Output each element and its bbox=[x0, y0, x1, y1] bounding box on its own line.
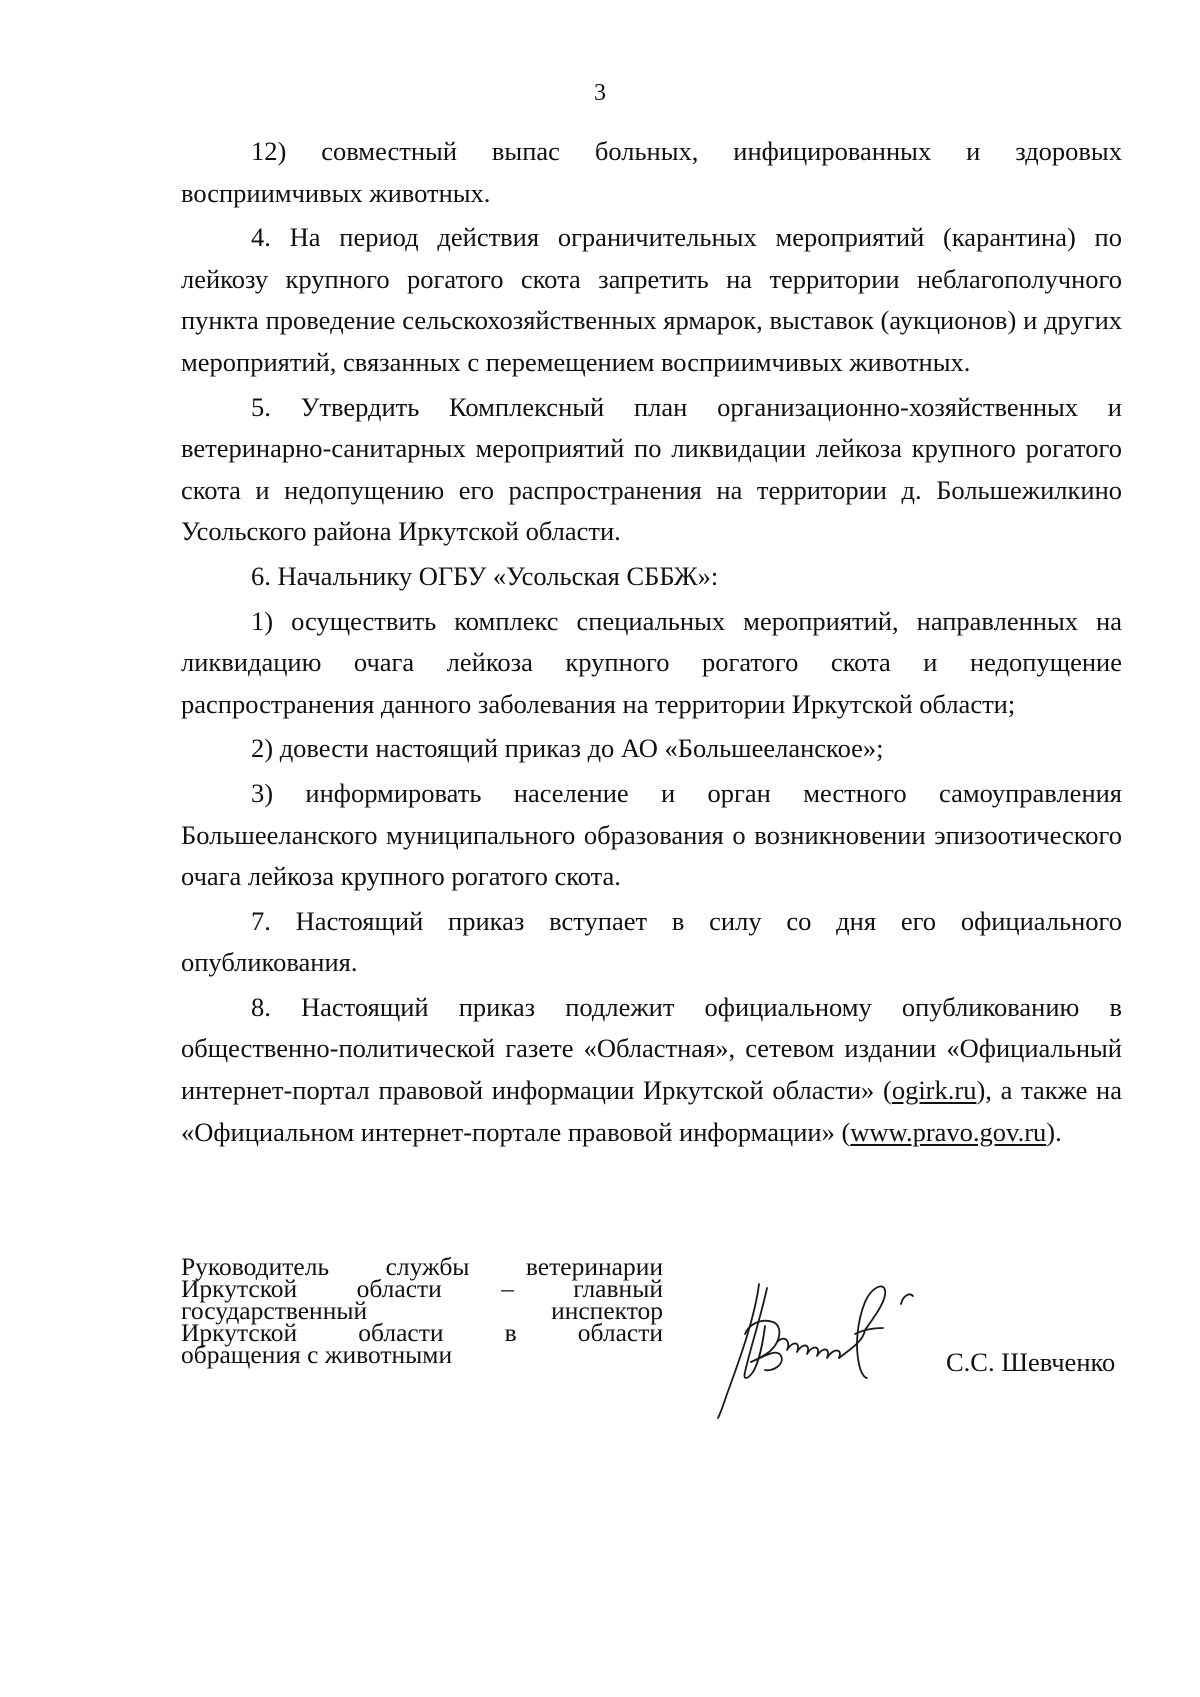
signer-position-word: ветеринарии bbox=[525, 1252, 663, 1281]
signer-position-word: области bbox=[358, 1318, 444, 1347]
pravo-gov-link[interactable]: www.pravo.gov.ru bbox=[850, 1116, 1047, 1147]
paragraph-12: 12) совместный выпас больных, инфицированных и здоровых восприимчивых животных. bbox=[181, 136, 1122, 208]
page-number: 3 bbox=[594, 80, 606, 106]
paragraph-5: 5. Утвердить Комплексный план организационно-хозяйственных и ветеринарно-санитарных мероприятий по ликвидации лейкоза крупного рогатого скота и недопущению его распространения на территории д. Большежилкино Усольского района Иркутской области. bbox=[181, 391, 1122, 547]
paragraph-4: 4. На период действия ограничительных мероприятий (карантина) по лейкозу крупного рогатого скота запретить на территории неблагополучного пункта проведение сельскохозяйственных ярмарок, выставок (аукционов) и других мероприятий, связанных с перемещением восприимчивых животных. bbox=[181, 222, 1122, 377]
signer-position-word: государственный bbox=[181, 1296, 368, 1325]
paragraph-8-text-1: 8. Настоящий приказ подлежит официальному опубликованию в общественно-политической газете «Областная», сетевом издании «Официальный интернет-портал правовой информации Иркутской области» ( bbox=[181, 991, 1122, 1106]
signer-name: С.С. Шевченко bbox=[946, 1347, 1116, 1377]
paragraph-8-text-2: ), а также на «Официальном интернет-портале правовой информации» ( bbox=[181, 1075, 1123, 1147]
signer-position-word: Руководитель bbox=[181, 1252, 330, 1281]
paragraph-6-2: 2) довести настоящий приказ до АО «Большееланское»; bbox=[251, 733, 884, 764]
signer-position-line bbox=[181, 1340, 663, 1369]
document-body bbox=[181, 131, 1122, 1153]
paragraph-8 bbox=[181, 987, 1122, 1153]
paragraph-6-3: 3) информировать население и орган местного самоуправления Большееланского муниципального образования о возникновении эпизоотического очага лейкоза крупного рогатого скота. bbox=[181, 777, 1122, 892]
handwritten-signature bbox=[715, 1276, 945, 1426]
signer-position-word: инспектор bbox=[551, 1296, 663, 1325]
paragraph-8-text-3: ). bbox=[1046, 1116, 1062, 1147]
signer-position-word: в bbox=[504, 1318, 517, 1347]
signer-position-word: службы bbox=[385, 1252, 470, 1281]
ogirk-link[interactable]: ogirk.ru bbox=[891, 1075, 977, 1106]
signer-position-word: области bbox=[356, 1274, 442, 1303]
paragraph-7: 7. Настоящий приказ вступает в силу со дня его официального опубликования. bbox=[181, 905, 1122, 978]
signer-position-word: Иркутской bbox=[181, 1318, 298, 1347]
signer-position-word: Иркутской bbox=[181, 1274, 298, 1303]
paragraph-6: 6. Начальнику ОГБУ «Усольская СББЖ»: bbox=[251, 560, 719, 591]
signer-position-word: главный bbox=[573, 1274, 663, 1303]
signer-position-word: – bbox=[501, 1274, 514, 1303]
signer-position-word: области bbox=[577, 1318, 663, 1347]
paragraph-6-1: 1) осуществить комплекс специальных мероприятий, направленных на ликвидацию очага лейкоза крупного рогатого скота и недопущение распространения данного заболевания на территории Иркутской области; bbox=[181, 605, 1122, 719]
signer-position bbox=[181, 1252, 663, 1369]
signer-position-word: обращения с животными bbox=[181, 1340, 453, 1369]
